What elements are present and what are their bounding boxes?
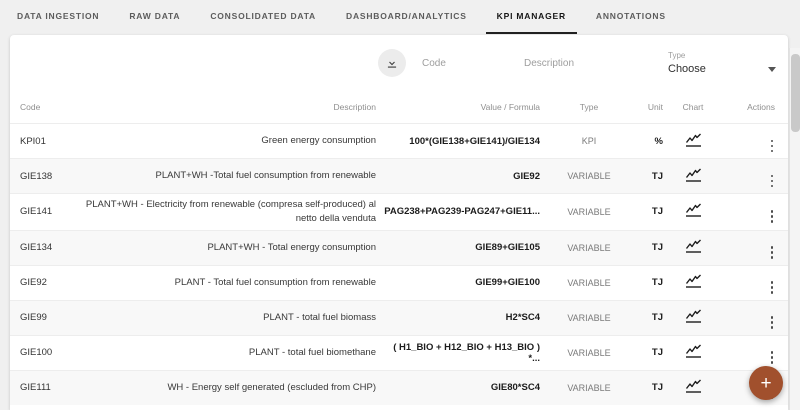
kpi-type: VARIABLE: [567, 312, 611, 323]
kpi-formula: ( H1_BIO + H12_BIO + H13_BIO ) *...: [393, 341, 540, 364]
tab-raw-data[interactable]: RAW DATA: [129, 11, 181, 21]
kpi-formula: GIE92: [513, 170, 540, 182]
kpi-code: GIE134: [20, 242, 53, 254]
kpi-description: PLANT - total fuel biomass: [263, 311, 376, 323]
table-row: [10, 123, 788, 158]
kpi-formula: GIE80*SC4: [490, 382, 540, 394]
kpi-code: GIE100: [20, 347, 53, 359]
kpi-code: GIE99: [20, 312, 47, 324]
column-header-code: Code: [20, 102, 41, 112]
vertical-ellipsis-icon: [771, 175, 774, 188]
add-kpi-fab-button[interactable]: [749, 366, 783, 400]
kpi-formula: PAG238+PAG239-PAG247+GIE11...: [384, 206, 540, 218]
vertical-ellipsis-icon: [771, 210, 774, 223]
kpi-type: VARIABLE: [567, 206, 611, 217]
column-header-description: Description: [333, 101, 376, 112]
row-actions-menu-button[interactable]: [769, 199, 776, 225]
column-header-chart: Chart: [682, 102, 704, 112]
line-chart-icon: [685, 344, 702, 358]
kpi-description: PLANT+WH -Total fuel consumption from renewable: [155, 170, 376, 182]
kpi-type: VARIABLE: [567, 347, 611, 358]
kpi-code: GIE141: [20, 206, 53, 218]
kpi-manager-panel: [10, 35, 788, 410]
open-chart-button[interactable]: [683, 342, 704, 363]
vertical-ellipsis-icon: [771, 281, 774, 294]
kpi-description: Green energy consumption: [261, 135, 376, 147]
row-actions-menu-button[interactable]: [769, 235, 776, 261]
kpi-description: PLANT - total fuel biomethane: [248, 346, 376, 358]
kpi-description: PLANT - Total fuel consumption from renewable: [174, 276, 376, 288]
kpi-type: VARIABLE: [567, 242, 611, 253]
download-button[interactable]: [378, 49, 406, 77]
column-header-actions: Actions: [747, 102, 775, 112]
line-chart-icon: [685, 239, 702, 253]
open-chart-button[interactable]: [683, 272, 704, 293]
table-row: [10, 193, 788, 230]
kpi-unit: TJ: [651, 170, 663, 182]
vertical-ellipsis-icon: [771, 351, 774, 364]
kpi-type: VARIABLE: [567, 171, 611, 181]
line-chart-icon: [685, 168, 702, 182]
kpi-unit: %: [654, 135, 663, 147]
line-chart-icon: [685, 133, 702, 147]
kpi-formula: 100*(GIE138+GIE141)/GIE134: [409, 135, 540, 147]
table-header-row: [10, 91, 788, 123]
type-filter-select[interactable]: [668, 51, 776, 75]
kpi-description: WH - Energy self generated (escluded from CHP): [167, 381, 376, 393]
vertical-ellipsis-icon: [771, 140, 774, 153]
open-chart-button[interactable]: [683, 166, 704, 187]
table-row: [10, 300, 788, 335]
vertical-ellipsis-icon: [771, 316, 774, 329]
table-body: [10, 123, 788, 405]
vertical-ellipsis-icon: [771, 246, 774, 259]
table-row: [10, 158, 788, 193]
kpi-formula: GIE99+GIE100: [475, 277, 540, 289]
open-chart-button[interactable]: [683, 237, 704, 258]
line-chart-icon: [685, 379, 702, 393]
description-filter-input[interactable]: [524, 51, 620, 75]
line-chart-icon: [685, 274, 702, 288]
tab-bar: [0, 0, 800, 34]
filter-toolbar: [10, 35, 788, 91]
vertical-scrollbar[interactable]: [789, 48, 800, 410]
column-header-unit: Unit: [647, 102, 663, 112]
kpi-unit: TJ: [651, 277, 663, 289]
row-actions-menu-button[interactable]: [769, 270, 776, 296]
kpi-type: VARIABLE: [567, 277, 611, 288]
open-chart-button[interactable]: [683, 131, 704, 152]
kpi-type: VARIABLE: [567, 382, 611, 393]
row-actions-menu-button[interactable]: [769, 163, 776, 189]
plus-icon: +: [760, 372, 772, 394]
kpi-code: GIE138: [20, 170, 53, 182]
column-header-type: Type: [579, 102, 599, 112]
row-actions-menu-button[interactable]: [769, 128, 776, 154]
line-chart-icon: [685, 203, 702, 217]
kpi-description: PLANT+WH - Total energy consumption: [207, 241, 376, 253]
tab-data-ingestion[interactable]: DATA INGESTION: [17, 11, 100, 21]
kpi-description: PLANT+WH - Electricity from renewable (compresa self-produced) al netto della venduta: [85, 199, 376, 224]
kpi-code: GIE111: [20, 382, 51, 394]
line-chart-icon: [685, 309, 702, 323]
kpi-code: GIE92: [20, 277, 47, 289]
kpi-unit: TJ: [651, 312, 663, 324]
tab-dashboard-analytics[interactable]: DASHBOARD/ANALYTICS: [346, 11, 467, 21]
kpi-formula: GIE89+GIE105: [475, 242, 540, 254]
table-row: [10, 335, 788, 370]
kpi-unit: TJ: [651, 242, 663, 254]
open-chart-button[interactable]: [683, 377, 704, 398]
open-chart-button[interactable]: [683, 201, 704, 222]
type-filter-value: Choose: [668, 63, 706, 75]
kpi-type: KPI: [581, 136, 597, 146]
tab-kpi-manager[interactable]: KPI MANAGER: [486, 0, 577, 34]
kpi-code: KPI01: [20, 135, 46, 147]
kpi-formula: H2*SC4: [505, 312, 540, 324]
tab-consolidated-data[interactable]: CONSOLIDATED DATA: [210, 11, 316, 21]
row-actions-menu-button[interactable]: [769, 305, 776, 331]
caret-down-icon: [768, 67, 776, 72]
kpi-unit: TJ: [651, 206, 663, 218]
kpi-unit: TJ: [651, 382, 663, 394]
table-row: [10, 370, 788, 405]
column-header-value: Value / Formula: [480, 102, 540, 112]
code-filter-input[interactable]: [422, 51, 510, 75]
table-row: [10, 265, 788, 300]
kpi-unit: TJ: [651, 347, 663, 359]
scrollbar-thumb[interactable]: [791, 54, 800, 132]
row-actions-menu-button[interactable]: [769, 340, 776, 366]
type-filter-label: Type: [668, 51, 686, 60]
table-row: [10, 230, 788, 265]
open-chart-button[interactable]: [683, 307, 704, 328]
tab-annotations[interactable]: ANNOTATIONS: [595, 11, 666, 21]
download-icon: [385, 56, 399, 70]
